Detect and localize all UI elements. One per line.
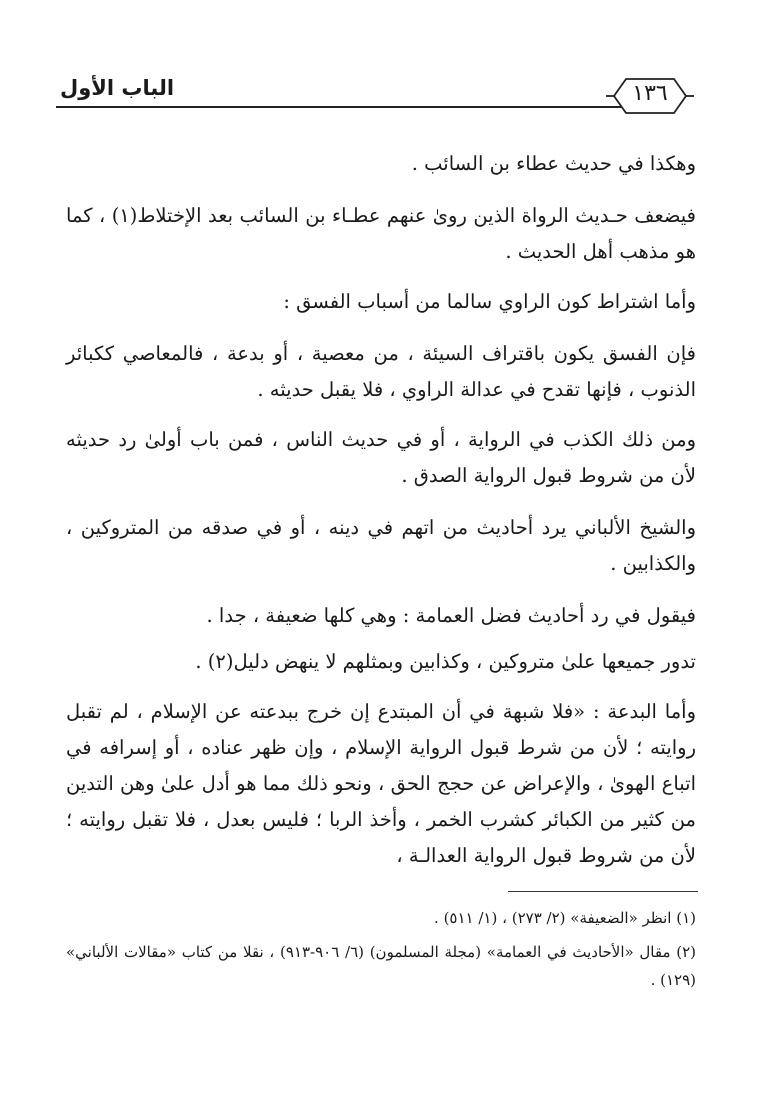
paragraph-1: وهكذا في حديث عطاء بن السائب .: [411, 152, 696, 175]
paragraph-8: تدور جميعها علىٰ متروكين ، وكذابين وبمثلهم لا ينهض دليل(٢) .: [195, 650, 696, 673]
footnote-2: (٢) مقال «الأحاديث في العمامة» (مجلة المسلمون) (٦/ ٩٠٦-٩١٣) ، نقلا من كتاب «مقالات الألباني» (١٢٩) .: [66, 943, 696, 989]
paragraph-3: وأما اشتراط كون الراوي سالما من أسباب الفسق :: [283, 290, 696, 313]
header-rule: [56, 106, 626, 108]
page-number-badge: [604, 76, 696, 116]
footnote-1: (١) انظر «الضعيفة» (٢/ ٢٧٣) ، (١/ ٥١١) .: [434, 909, 696, 927]
paragraph-6: والشيخ الألباني يرد أحاديث من اتهم في دينه ، أو في صدقه من المتروكين ، والكذابين .: [66, 516, 696, 575]
paragraph-2: فيضعف حـديث الرواة الذين روىٰ عنهم عطـاء بن السائب بعد الإختلاط(١) ، كما هو مذهب أهل الحديث .: [66, 204, 696, 263]
paragraph-5: ومن ذلك الكذب في الرواية ، أو في حديث الناس ، فمن باب أولىٰ رد حديثه لأن من شروط قبول الرواية الصدق .: [66, 428, 696, 487]
page-number: ١٣٦: [632, 81, 668, 106]
paragraph-7: فيقول في رد أحاديث فضل العمامة : وهي كلها ضعيفة ، جدا .: [206, 604, 696, 627]
paragraph-9: وأما البدعة : «فلا شبهة في أن المبتدع إن خرج ببدعته عن الإسلام ، لم تقبل روايته ؛ لأن من شرط قبول الرواية الإسلام ، وإن ظهر عناده ، أو إسرافه في اتباع الهوىٰ ، والإعراض عن حجج الحق ، ونحو ذلك مما هو أدل علىٰ وهن التدين من كثير من الكبائر كشرب الخمر ، وأخذ الربا ؛ فليس بعدل ، فلا تقبل روايته ؛ لأن من شروط قبول الرواية العدالـة ،: [66, 700, 696, 867]
footnote-separator: [508, 891, 698, 892]
paragraph-4: فإن الفسق يكون باقتراف السيئة ، من معصية ، أو بدعة ، فالمعاصي ككبائر الذنوب ، فإنها تقدح في عدالة الراوي ، فلا يقبل حديثه .: [66, 342, 696, 401]
chapter-title: الباب الأول: [60, 76, 175, 100]
